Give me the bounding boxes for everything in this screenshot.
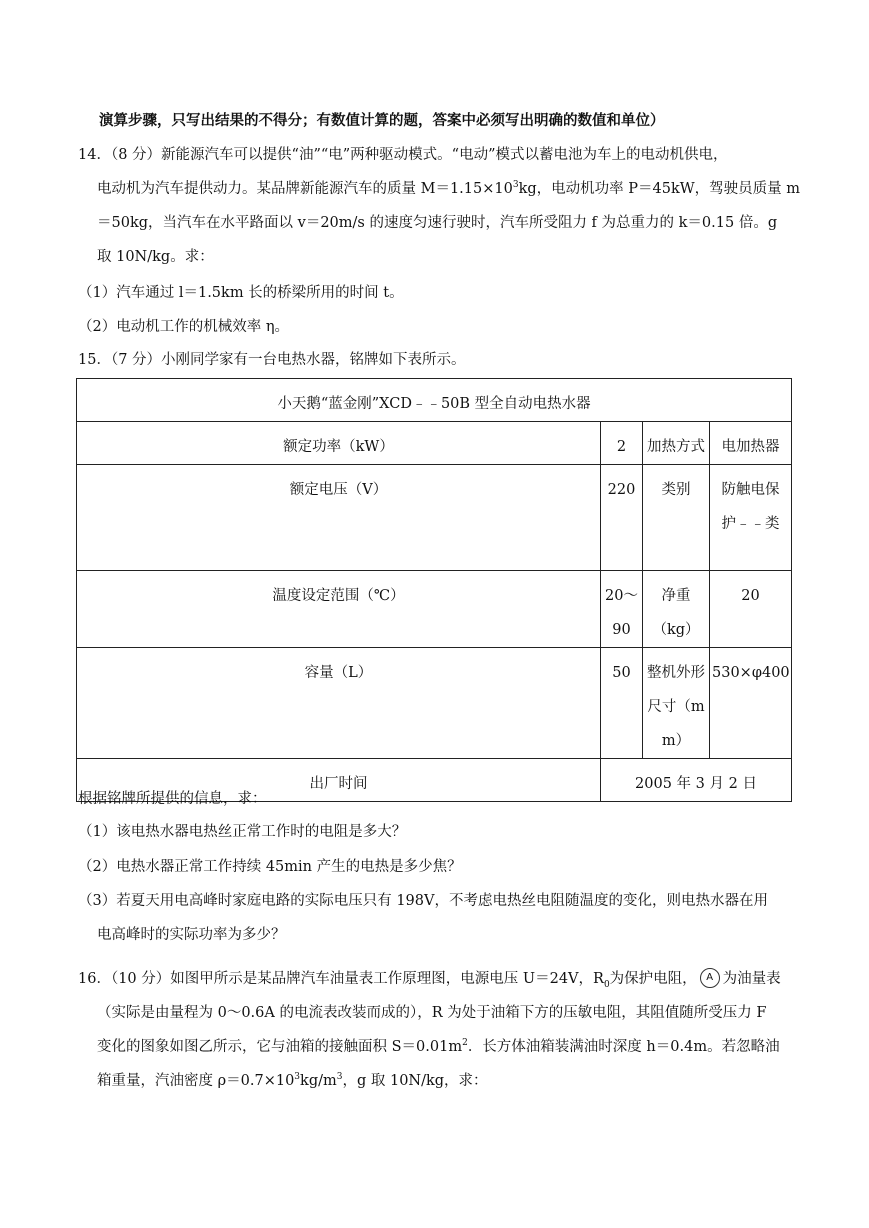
table-cell-value [710,465,792,571]
q16-line-3-text-a: 变化的图象如图乙所示，它与油箱的接触面积 S＝0.01m [97,1039,463,1055]
q16-exponent: 3 [336,1072,343,1083]
q14-line-2 [97,179,800,199]
table-cell-value: 2 [601,422,643,465]
table-cell-label: 加热方式 [643,422,710,465]
ammeter-icon: A [700,968,720,988]
q14-line-2-text-b: kg，电动机功率 P＝45kW，驾驶员质量 m [518,181,801,197]
table-cell-value: 50 [601,648,643,759]
table-row [77,648,792,759]
q16-line-1 [78,968,781,989]
table-cell-label [643,648,710,759]
table-cell-value: 220 [601,465,643,571]
q15-subquestion-3: （3）若夏天用电高峰时家庭电路的实际电压只有 198V，不考虑电热丝电阻随温度的变化，则电热水器在用 [78,893,768,909]
table-cell-value: 电加热器 [710,422,792,465]
q16-line-4-text-c: ，g 取 10N/kg，求： [342,1073,488,1089]
q14-line-1: 14．（8 分）新能源汽车可以提供“油”“电”两种驱动模式。“电动”模式以蓄电池为车上的电动机供电， [78,147,728,163]
table-cell-label: 容量（L） [77,648,601,759]
q16-subscript: 0 [603,979,610,990]
q14-subquestion-2: （2）电动机工作的机械效率 η。 [78,319,290,335]
q14-line-3: ＝50kg，当汽车在水平路面以 v＝20m/s 的速度匀速行驶时，汽车所受阻力 f 为总重力的 k＝0.15 倍。g [97,215,778,231]
q14-line-4: 取 10N/kg。求： [97,249,214,265]
table-cell-label: 温度设定范围（℃） [77,571,601,648]
table-row [77,465,792,571]
q15-subquestion-2: （2）电热水器正常工作持续 45min 产生的电热是多少焦？ [78,859,462,875]
table-title-cell: 小天鹅“蓝金刚”XCD﹣﹣50B 型全自动电热水器 [77,379,792,422]
instructions-line: 演算步骤，只写出结果的不得分；有数值计算的题，答案中必须写出明确的数值和单位） [99,112,665,129]
table-cell-value: 20 [710,571,792,648]
q15-after-table: 根据铭牌所提供的信息，求： [78,791,267,807]
table-cell-value [601,571,643,648]
q15-line-1: 15．（7 分）小刚同学家有一台电热水器，铭牌如下表所示。 [78,352,466,368]
table-cell-wrapped-text: 防触电保护﹣﹣类 [721,482,780,532]
q16-line-1-text-b: 为保护电阻， [609,971,697,987]
q16-line-2: （实际是由量程为 0～0.6A 的电流表改装而成的），R 为处于油箱下方的压敏电阻，其阻值随所受压力 F [97,1005,767,1021]
table-cell-wrapped-text: 20～90 [605,588,638,638]
q15-subquestion-3-cont: 电高峰时的实际功率为多少？ [97,927,286,943]
q16-line-4-text-b: kg/m [300,1073,337,1089]
q16-exponent: 2 [462,1038,468,1049]
q15-subquestion-1: （1）该电热水器电热丝正常工作时的电阻是多大？ [78,824,407,840]
q16-line-1-text-a: 16．（10 分）如图甲所示是某品牌汽车油量表工作原理图，电源电压 U＝24V，R [78,971,604,987]
table-row [77,422,792,465]
table-title-row [77,379,792,422]
q16-exponent: 3 [294,1072,301,1083]
q14-line-2-text-a: 电动机为汽车提供动力。某品牌新能源汽车的质量 M＝1.15×10 [97,181,513,197]
nameplate-table [76,378,792,802]
table-cell-label: 额定电压（V） [77,465,601,571]
table-cell-value: 2005 年 3 月 2 日 [601,759,792,802]
table-cell-value: 530×φ400 [710,648,792,759]
table-cell-label: 额定功率（kW） [77,422,601,465]
table-row [77,571,792,648]
q16-line-3-text-b: ．长方体油箱装满油时深度 h＝0.4m。若忽略油 [467,1039,780,1055]
table-cell-label: 类别 [643,465,710,571]
q14-exponent: 3 [512,180,519,191]
table-cell-label: 出厂时间 [77,759,601,802]
q16-line-4-text-a: 箱重量，汽油密度 ρ＝0.7×10 [97,1073,295,1089]
q16-line-3 [97,1037,780,1057]
table-cell-wrapped-text: 整机外形尺寸（mm） [647,665,705,749]
q16-line-4 [97,1071,488,1091]
q16-line-1-text-c: 为油量表 [722,971,781,987]
table-cell-label: 净重（kg） [643,571,710,648]
q14-subquestion-1: （1）汽车通过 l＝1.5km 长的桥梁所用的时间 t。 [78,285,404,301]
